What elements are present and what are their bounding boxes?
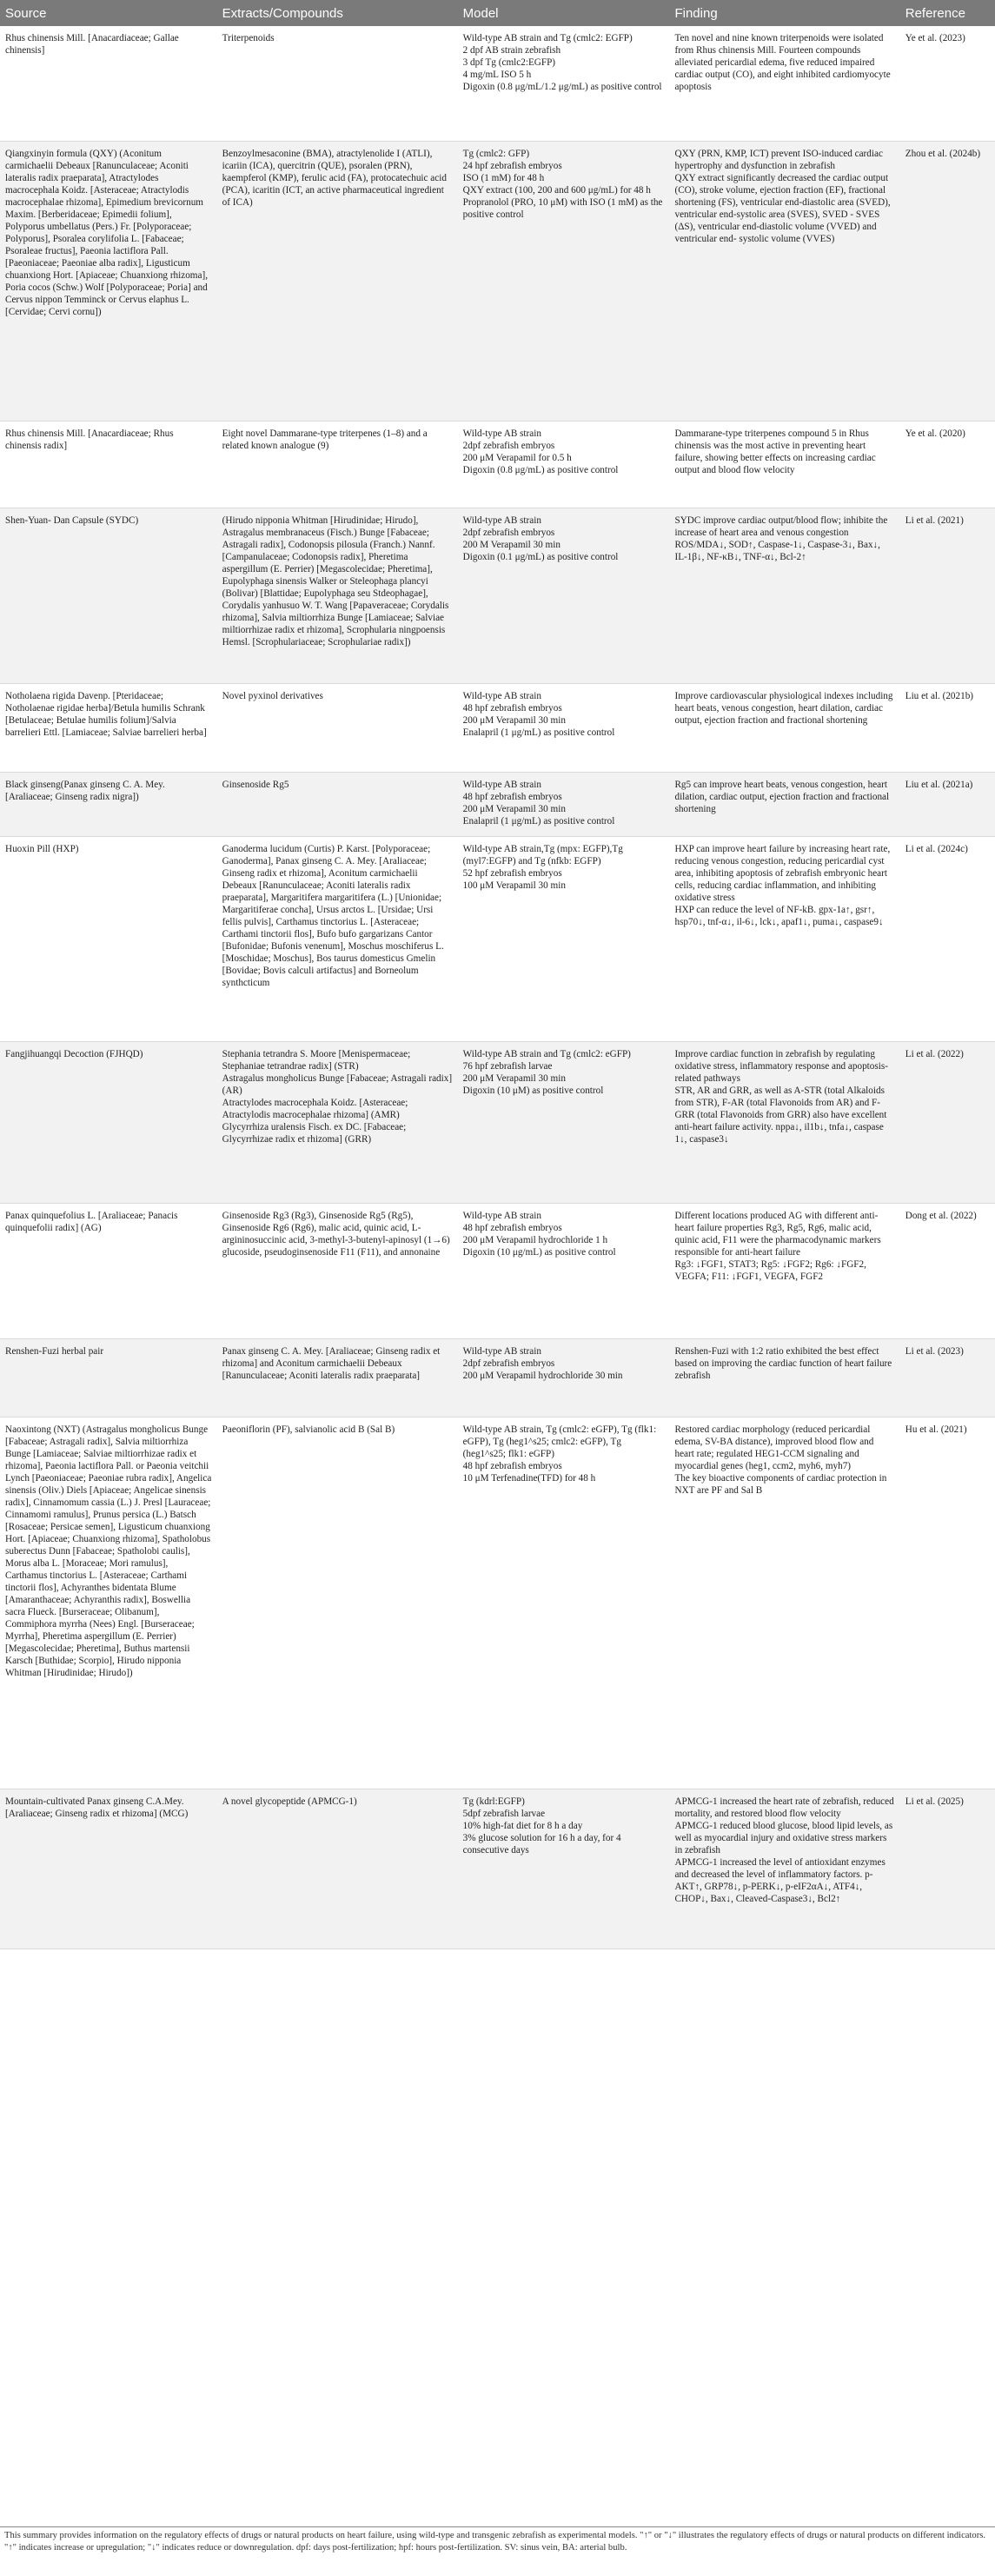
- cell-reference: Zhou et al. (2024b): [900, 141, 995, 421]
- cell-model: Wild-type AB strain and Tg (cmlc2: eGFP) 76 hpf zebrafish larvae 200 μM Verapamil 30 min Digoxin (10 μM) as positive control: [458, 1041, 670, 1203]
- cell-reference: Li et al. (2022): [900, 1041, 995, 1203]
- cell-model: Wild-type AB strain 2dpf zebrafish embryos 200 μM Verapamil for 0.5 h Digoxin (0.8 μg/mL) as positive control: [458, 421, 670, 508]
- cell-model: Tg (cmlc2: GFP) 24 hpf zebrafish embryos ISO (1 mM) for 48 h QXY extract (100, 200 and 600 μg/mL) for 48 h Propranolol (PRO, 10 μM) with ISO (1 mM) as the positive control: [458, 141, 670, 421]
- cell-reference: Li et al. (2024c): [900, 836, 995, 1041]
- cell-finding: Dammarane-type triterpenes compound 5 in Rhus chinensis was the most active in preventing heart failure, showing better effects on increasing cardiac output and blood flow velocity: [669, 421, 899, 508]
- table-row: [0, 1203, 995, 1338]
- cell-source: Naoxintong (NXT) (Astragalus mongholicus Bunge [Fabaceae; Astragali radix], Salvia miltiorrhiza Bunge [Lamiaceae; Salviae miltiorrhizae radix et rhizoma], Paeonia lactiflora Pall. or Paeonia veitchii Lynch [Paeoniaceae; Paeoniae rubra radix], Angelica sinensis (Oliv.) Diels [Apiaceae; Angelicae sinensis radix], Cinnamomum cassia (L.) J. Presl [Lauraceae; Cinnamomi ramulus], Prunus persica (L.) Batsch [Rosaceae; Persicae semen], Ligusticum chuanxiong Hort. [Apiaceae; Chuanxiong rhizoma], Spatholobus suberectus Dunn [Fabaceae; Spatholobi caulis], Morus alba L. [Moraceae; Mori ramulus], Carthamus tinctorius L. [Asteraceae; Carthami tinctorii flos], Achyranthes bidentata Blume [Amaranthaceae; Achyranthis radix], Boswellia sacra Flueck. [Burseraceae; Olibanum], Commiphora myrrha (Nees) Engl. [Burseraceae; Myrrha], Pheretima aspergillum (E. Perrier) [Megascolecidae; Pheretima], Buthus martensii Karsch [Buthidae; Scorpio], Hirudo nipponia Whitman [Hirudinidae; Hirudo]): [0, 1417, 217, 1789]
- table-row: [0, 1789, 995, 1949]
- cell-model: Wild-type AB strain,Tg (mpx: EGFP),Tg (myl7:EGFP) and Tg (nfkb: EGFP) 52 hpf zebrafish embryos 100 μM Verapamil 30 min: [458, 836, 670, 1041]
- table-row: [0, 141, 995, 421]
- cell-extracts: Triterpenoids: [217, 26, 458, 141]
- cell-finding: Improve cardiac function in zebrafish by regulating oxidative stress, inflammatory response and apoptosis-related pathways STR, AR and GRR, as well as A-STR (total Alkaloids from STR), F-AR (total Flavonoids from AR) and F-GRR (total Flavonoids from GRR) also have excellent anti-heart failure activity. nppa↓, il1b↓, tnfa↓, caspase 1↓, caspase3↓: [669, 1041, 899, 1203]
- cell-extracts: A novel glycopeptide (APMCG-1): [217, 1789, 458, 1949]
- cell-source: Renshen-Fuzi herbal pair: [0, 1338, 217, 1417]
- cell-reference: Hu et al. (2021): [900, 1417, 995, 1789]
- header-reference: Reference: [900, 0, 995, 26]
- cell-source: Qiangxinyin formula (QXY) (Aconitum carmichaelii Debeaux [Ranunculaceae; Aconiti lateralis radix praeparata], Atractylodes macrocephala Koidz. [Asteraceae; Atractylodis macrocephalae rhizoma], Epimedium brevicornum Maxim. [Berberidaceae; Epimedii folium], Polyporus umbellatus (Pers.) Fr. [Polyporaceae; Polyporus], Psoralea corylifolia L. [Fabaceae; Psoraleae fructus], Paeonia lactiflora Pall. [Paeoniaceae; Paeoniae alba radix], Ligusticum chuanxiong Hort. [Apiaceae; Chuanxiong rhizoma], Poria cocos (Schw.) Wolf [Polyporaceae; Poria] and Cervus nippon Temminck or Cervus elaphus L. [Cervidae; Cervi cornu]): [0, 141, 217, 421]
- cell-source: Notholaena rigida Davenp. [Pteridaceae; Notholaenae rigidae herba]/Betula humilis Schrank [Betulaceae; Betulae humilis folium]/Salvia barrelieri Ettl. [Lamiaceae; Salviae barrelieri herba]: [0, 683, 217, 772]
- cell-extracts: Novel pyxinol derivatives: [217, 683, 458, 772]
- cell-source: Mountain-cultivated Panax ginseng C.A.Mey. [Araliaceae; Ginseng radix et rhizoma] (MCG): [0, 1789, 217, 1949]
- cell-model: Wild-type AB strain 2dpf zebrafish embryos 200 M Verapamil 30 min Digoxin (0.1 μg/mL) as positive control: [458, 508, 670, 683]
- cell-extracts: Paeoniflorin (PF), salvianolic acid B (Sal B): [217, 1417, 458, 1789]
- header-source: Source: [0, 0, 217, 26]
- cell-extracts: Stephania tetrandra S. Moore [Menispermaceae; Stephaniae tetrandrae radix] (STR) Astragalus mongholicus Bunge [Fabaceae; Astragali radix] (AR) Atractylodes macrocephala Koidz. [Asteraceae; Atractylodis macrocephalae rhizoma] (AMR) Glycyrrhiza uralensis Fisch. ex DC. [Fabaceae; Glycyrrhizae radix et rhizoma] (GRR): [217, 1041, 458, 1203]
- cell-model: Wild-type AB strain 48 hpf zebrafish embryos 200 μM Verapamil 30 min Enalapril (1 μg/mL) as positive control: [458, 683, 670, 772]
- cell-model: Wild-type AB strain 48 hpf zebrafish embryos 200 μM Verapamil hydrochloride 1 h Digoxin (10 μg/mL) as positive control: [458, 1203, 670, 1338]
- header-finding: Finding: [669, 0, 899, 26]
- cell-model: Wild-type AB strain 2dpf zebrafish embryos 200 μM Verapamil hydrochloride 30 min: [458, 1338, 670, 1417]
- table-row: [0, 1338, 995, 1417]
- cell-source: Huoxin Pill (HXP): [0, 836, 217, 1041]
- cell-reference: Ye et al. (2020): [900, 421, 995, 508]
- cell-finding: Renshen-Fuzi with 1:2 ratio exhibited the best effect based on improving the cardiac function of heart failure zebrafish: [669, 1338, 899, 1417]
- cell-source: Rhus chinensis Mill. [Anacardiaceae; Rhus chinensis radix]: [0, 421, 217, 508]
- table-row: [0, 508, 995, 683]
- table-row: [0, 1417, 995, 1789]
- cell-extracts: Panax ginseng C. A. Mey. [Araliaceae; Ginseng radix et rhizoma] and Aconitum carmichaelii Debeaux [Ranunculaceae; Aconiti lateralis radix praeparata]: [217, 1338, 458, 1417]
- cell-extracts: Ginsenoside Rg3 (Rg3), Ginsenoside Rg5 (Rg5), Ginsenoside Rg6 (Rg6), malic acid, quinic acid, L-argininosuccinic acid, 3-methyl-3-butenyl-apinosyl (1→6) glucoside, pseudoginsenoside F11 (F11), and annonaine: [217, 1203, 458, 1338]
- cell-finding: QXY (PRN, KMP, ICT) prevent ISO-induced cardiac hypertrophy and dysfunction in zebrafish QXY extract significantly decreased the cardiac output (CO), stroke volume, ejection fraction (EF), fractional shortening (FS), ventricular end-diastolic area (SVED), ventricular end-systolic area (SVES), SVED - SVES (ΔS), ventricular end-diastolic volume (VVED) and ventricular end- systolic volume (VVES): [669, 141, 899, 421]
- cell-reference: Dong et al. (2022): [900, 1203, 995, 1338]
- cell-finding: Restored cardiac morphology (reduced pericardial edema, SV-BA distance), improved blood flow and heart rate; regulated HEG1-CCM signaling and myocardial genes (heg1, ccm2, myh6, myh7) The key bioactive components of cardiac protection in NXT are PF and Sal B: [669, 1417, 899, 1789]
- cell-extracts: Ganoderma lucidum (Curtis) P. Karst. [Polyporaceae; Ganoderma], Panax ginseng C. A. Mey. [Araliaceae; Ginseng radix et rhizoma], Aconitum carmichaelii Debeaux [Ranunculaceae; Aconiti lateralis radix praeparata], Margaritifera margaritifera (L.) [Unionidae; Margaritiferae concha], Ursus arctos L. [Ursidae; Ursi fellis pulvis], Carthamus tinctorius L. [Asteraceae; Carthami tinctorii flos], Bufo bufo gargarizans Cantor [Bufonidae; Bufonis venenum], Moschus moschiferus L. [Moschidae; Moschus], Bos taurus domesticus Gmelin [Bovidae; Bovis calculi artifactus] and Borneolum synthcticum: [217, 836, 458, 1041]
- cell-reference: Li et al. (2023): [900, 1338, 995, 1417]
- table-row: [0, 683, 995, 772]
- cell-model: Tg (kdrl:EGFP) 5dpf zebrafish larvae 10% high-fat diet for 8 h a day 3% glucose solution for 16 h a day, for 4 consecutive days: [458, 1789, 670, 1949]
- cell-reference: Liu et al. (2021a): [900, 772, 995, 836]
- cell-source: Panax quinquefolius L. [Araliaceae; Panacis quinquefolii radix] (AG): [0, 1203, 217, 1338]
- cell-extracts: Ginsenoside Rg5: [217, 772, 458, 836]
- cell-model: Wild-type AB strain, Tg (cmlc2: eGFP), Tg (flk1: eGFP), Tg (heg1^s25; cmlc2: eGFP), Tg (heg1^s25; flk1: eGFP) 48 hpf zebrafish embryos 10 μM Terfenadine(TFD) for 48 h: [458, 1417, 670, 1789]
- cell-reference: Ye et al. (2023): [900, 26, 995, 141]
- table-row: [0, 836, 995, 1041]
- table-row: [0, 26, 995, 141]
- table-footnote: This summary provides information on the regulatory effects of drugs or natural products on heart failure, using wild-type and transgenic zebrafish as experimental models. "↑" or "↓" illustrates the regulatory effects of drugs or natural products on different indicators. "↑" indicates increase or upregulation; "↓" indicates reduce or downregulation. dpf: days post-fertilization; hpf: hours post-fertilization. SV: sinus vein, BA: arterial bulb.: [0, 2526, 995, 2554]
- cell-finding: Different locations produced AG with different anti-heart failure properties Rg3, Rg5, Rg6, malic acid, quinic acid, F11 were the pharmacodynamic markers responsible for anti-heart failure Rg3: ↓FGF1, STAT3; Rg5: ↓FGF2; Rg6: ↓FGF2, VEGFA; F11: ↓FGF1, VEGFA, FGF2: [669, 1203, 899, 1338]
- cell-extracts: Benzoylmesaconine (BMA), atractylenolide I (ATLI), icariin (ICA), quercitrin (QUE), psoralen (PRN), kaempferol (KMP), ferulic acid (FA), protocatechuic acid (PCA), icaritin (ICT, an active pharmaceutical ingredient of ICA): [217, 141, 458, 421]
- header-model: Model: [458, 0, 670, 26]
- cell-model: Wild-type AB strain and Tg (cmlc2: EGFP) 2 dpf AB strain zebrafish 3 dpf Tg (cmlc2:EGFP) 4 mg/mL ISO 5 h Digoxin (0.8 μg/mL/1.2 μg/mL) as positive control: [458, 26, 670, 141]
- cell-source: Rhus chinensis Mill. [Anacardiaceae; Gallae chinensis]: [0, 26, 217, 141]
- cell-finding: APMCG-1 increased the heart rate of zebrafish, reduced mortality, and restored blood flow velocity APMCG-1 reduced blood glucose, blood lipid levels, as well as myocardial injury and oxidative stress markers in zebrafish APMCG-1 increased the level of antioxidant enzymes and decreased the level of inflammatory factors. p-AKT↑, GRP78↓, p-PERK↓, p-eIF2αA↓, ATF4↓, CHOP↓, Bax↓, Cleaved-Caspase3↓, Bcl2↑: [669, 1789, 899, 1949]
- cell-finding: Rg5 can improve heart beats, venous congestion, heart dilation, cardiac output, ejection fraction and fractional shortening: [669, 772, 899, 836]
- cell-finding: SYDC improve cardiac output/blood flow; inhibite the increase of heart area and venous congestion ROS/MDA↓, SOD↑, Caspase-1↓, Caspase-3↓, Bax↓, IL-1β↓, NF-κB↓, TNF-α↓, Bcl-2↑: [669, 508, 899, 683]
- cell-reference: Li et al. (2025): [900, 1789, 995, 1949]
- cell-source: Black ginseng(Panax ginseng C. A. Mey. [Araliaceae; Ginseng radix nigra]): [0, 772, 217, 836]
- cell-finding: Ten novel and nine known triterpenoids were isolated from Rhus chinensis Mill. Fourteen compounds alleviated pericardial edema, five reduced impaired cardiac output (CO), and eight inhibited cardiomyocyte apoptosis: [669, 26, 899, 141]
- cell-extracts: Eight novel Dammarane-type triterpenes (1–8) and a related known analogue (9): [217, 421, 458, 508]
- cell-reference: Liu et al. (2021b): [900, 683, 995, 772]
- cell-source: Shen-Yuan- Dan Capsule (SYDC): [0, 508, 217, 683]
- cell-reference: Li et al. (2021): [900, 508, 995, 683]
- table-header: [0, 0, 995, 26]
- header-extracts: Extracts/Compounds: [217, 0, 458, 26]
- cell-source: Fangjihuangqi Decoction (FJHQD): [0, 1041, 217, 1203]
- cell-finding: HXP can improve heart failure by increasing heart rate, reducing venous congestion, reducing pericardial cyst area, inhibiting apoptosis of zebrafish embryonic heart cells, reducing cardiac inflammation, and inhibiting oxidative stress HXP can reduce the level of NF-kB. gpx-1a↑, gsr↑, hsp70↓, tnf-α↓, il-6↓, lck↓, apaf1↓, puma↓, caspase9↓: [669, 836, 899, 1041]
- cell-finding: Improve cardiovascular physiological indexes including heart beats, venous congestion, heart dilation, cardiac output, ejection fraction and fractional shortening: [669, 683, 899, 772]
- cell-extracts: (Hirudo nipponia Whitman [Hirudinidae; Hirudo], Astragalus membranaceus (Fisch.) Bunge [Fabaceae; Astragali radix], Codonopsis pilosula (Franch.) Nannf. [Campanulaceae; Codonopsis radix], Pheretima aspergillum (E. Perrier) [Megascolecidae; Pheretima], Eupolyphaga sinensis Walker or Steleophaga plancyi (Bolivar) [Blattidae; Eupolyphaga seu Stdeophagae], Corydalis yanhusuo W. T. Wang [Papaveraceae; Corydalis rhizoma], Salvia miltiorrhiza Bunge [Lamiaceae; Salviae miltiorrhizae radix et rhizoma], Scrophularia ningpoensis Hemsl. [Scrophulariaceae; Scrophulariae radix]): [217, 508, 458, 683]
- table-row: [0, 772, 995, 836]
- cell-model: Wild-type AB strain 48 hpf zebrafish embryos 200 μM Verapamil 30 min Enalapril (1 μg/mL) as positive control: [458, 772, 670, 836]
- table-row: [0, 421, 995, 508]
- table-row: [0, 1041, 995, 1203]
